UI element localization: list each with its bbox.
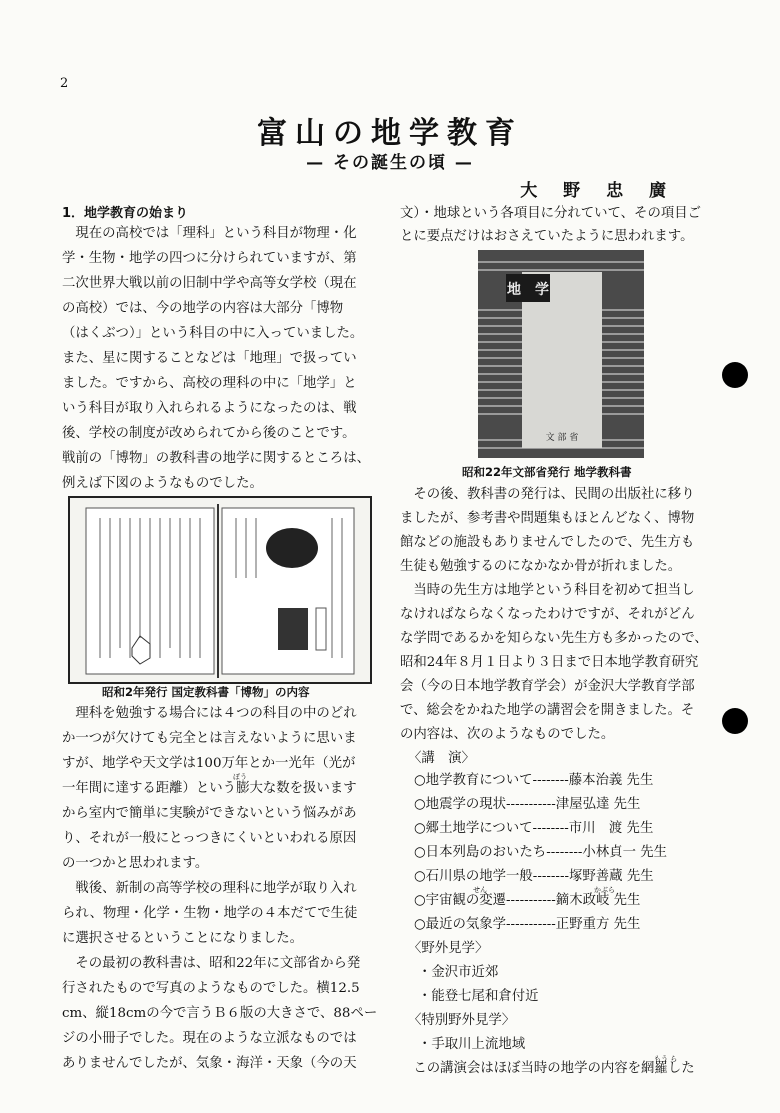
section-heading: 1．地学教育の始まり: [62, 206, 189, 221]
text-line: り、それが一般にとっつきにくいといわれる原因: [62, 831, 357, 846]
text-line: その最初の教科書は、昭和22年に文部省から発: [62, 956, 361, 971]
list-item: ○郷土地学について--------市川 渡 先生: [414, 821, 654, 836]
list-item: ○地学教育について--------藤本治義 先生: [414, 773, 654, 788]
textbook-photo-figure: [68, 496, 372, 684]
furigana: もう ら: [654, 1055, 678, 1063]
list-item: ・能登七尾和倉付近: [418, 989, 539, 1004]
text-line: 後、学校の制度が改められてから後のことです。: [62, 426, 356, 441]
text-line: 昭和24年８月１日より３日まで日本地学教育研究: [400, 655, 699, 670]
text-line: の高校）では、今の地学の内容は大部分「博物: [62, 301, 344, 316]
page-number: 2: [60, 76, 69, 91]
field-trip-label: 〈野外見学〉: [408, 941, 489, 956]
text-line: 生徒も勉強するのになかなか骨が折れました。: [400, 559, 682, 574]
text-line: （はくぶつ）」という科目の中に入っていました。: [62, 326, 364, 341]
furigana: せん: [473, 886, 487, 894]
special-field-trip-label: 〈特別野外見学〉: [408, 1013, 516, 1028]
text-line: cm、縦18cmの今で言うＢ６版の大きさで、88ペー: [62, 1006, 378, 1021]
text-line: また、星に関することなどは「地理」で扱ってい: [62, 351, 357, 366]
text-line: ました。ですから、高校の理科の中に「地学」と: [62, 376, 357, 391]
author-name: 大 野 忠 廣: [520, 181, 676, 201]
text-line: 二次世界大戦以前の旧制中学や高等女学校（現在: [62, 276, 357, 291]
list-item: ○最近の気象学-----------正野重方 先生: [414, 917, 641, 932]
text-line: ありませんでしたが、気象・海洋・天象（今の天: [62, 1056, 357, 1071]
text-line: とに要点だけはおさえていたように思われます。: [400, 229, 694, 244]
text-line: ましたが、参考書や問題集もほとんどなく、博物: [400, 511, 695, 526]
list-item: ○地震学の現状-----------津屋弘達 先生: [414, 797, 641, 812]
furigana: ぼう: [233, 773, 247, 781]
text-line: その後、教科書の発行は、民間の出版社に移り: [400, 487, 695, 502]
text-line: 会（今の日本地学教育学会）が金沢大学教育学部: [400, 679, 695, 694]
open-book-illustration: [70, 498, 370, 682]
text-line: られ、物理・化学・生物・地学の４本だてで生徒: [62, 906, 358, 921]
punch-hole: [722, 708, 748, 734]
cover-publisher: 文 部 省: [545, 433, 579, 443]
text-line: の内容は、次のようなものでした。: [400, 727, 615, 742]
text-line: 戦前の「博物」の教科書の地学に関するところは、: [62, 451, 370, 466]
furigana: かぶら: [594, 886, 615, 894]
cover-title: 地 学: [507, 282, 549, 298]
text-line: な学問であるかを知らない先生方も多かったので、: [400, 631, 708, 646]
text-line: 学・生物・地学の四つに分けられていますが、第: [62, 251, 357, 266]
text-line: で、総会をかねた地学の講習会を開きました。そ: [400, 703, 695, 718]
text-line: 戦後、新制の高等学校の理科に地学が取り入れ: [62, 881, 357, 896]
text-line: の一つかと思われます。: [62, 856, 209, 871]
article-title: 富山の地学教育: [257, 116, 523, 151]
text-line: この講演会はほぼ当時の地学の内容を網羅した: [400, 1061, 695, 1076]
list-item: ○宇宙観の変遷-----------鏑木政岐 先生: [414, 893, 641, 908]
list-item: ・手取川上流地域: [418, 1037, 526, 1052]
text-line: なければならなくなったわけですが、それがどん: [400, 607, 695, 622]
text-line: 例えば下図のようなものでした。: [62, 476, 263, 491]
figure-caption-textbook: 昭和2年発行 国定教科書「博物」の内容: [102, 685, 310, 699]
list-item: ・金沢市近郊: [418, 965, 499, 980]
text-line: か一つが欠けても完全とは言えないように思いま: [62, 731, 357, 746]
punch-hole: [722, 362, 748, 388]
article-subtitle: — その誕生の頃 —: [306, 153, 474, 173]
text-line: 文）・地球という各項目に分れていて、その項目ご: [400, 206, 702, 221]
textbook-cover-illustration: [478, 250, 644, 458]
text-line: 館などの施設もありませんでしたので、先生方も: [400, 535, 695, 550]
earth-science-textbook-photo: [478, 250, 644, 458]
text-line: 当時の先生方は地学という科目を初めて担当し: [400, 583, 695, 598]
text-line: 理科を勉強する場合には４つの科目の中のどれ: [62, 706, 357, 721]
text-line: すが、地学や天文学は100万年とか一光年（光が: [62, 756, 356, 771]
text-line: 行されたもので写真のようなものでした。横12.5: [62, 981, 360, 996]
figure-caption-earth-science-book: 昭和22年文部省発行 地学教科書: [462, 465, 632, 479]
text-line: いう科目が取り入れられるようになったのは、戦: [62, 401, 357, 416]
list-item: ○石川県の地学一般--------塚野善蔵 先生: [414, 869, 654, 884]
text-line: 一年間に達する距離）という膨大な数を扱います: [62, 781, 357, 796]
text-line: から室内で簡単に実験ができないという悩みがあ: [62, 806, 357, 821]
text-line: 現在の高校では「理科」という科目が物理・化: [62, 226, 357, 241]
text-line: ジの小冊子でした。現在のような立派なものでは: [62, 1031, 357, 1046]
text-line: に選択させるということになりました。: [62, 931, 304, 946]
lectures-label: 〈講 演〉: [408, 751, 475, 766]
list-item: ○日本列島のおいたち--------小林貞一 先生: [414, 845, 667, 860]
